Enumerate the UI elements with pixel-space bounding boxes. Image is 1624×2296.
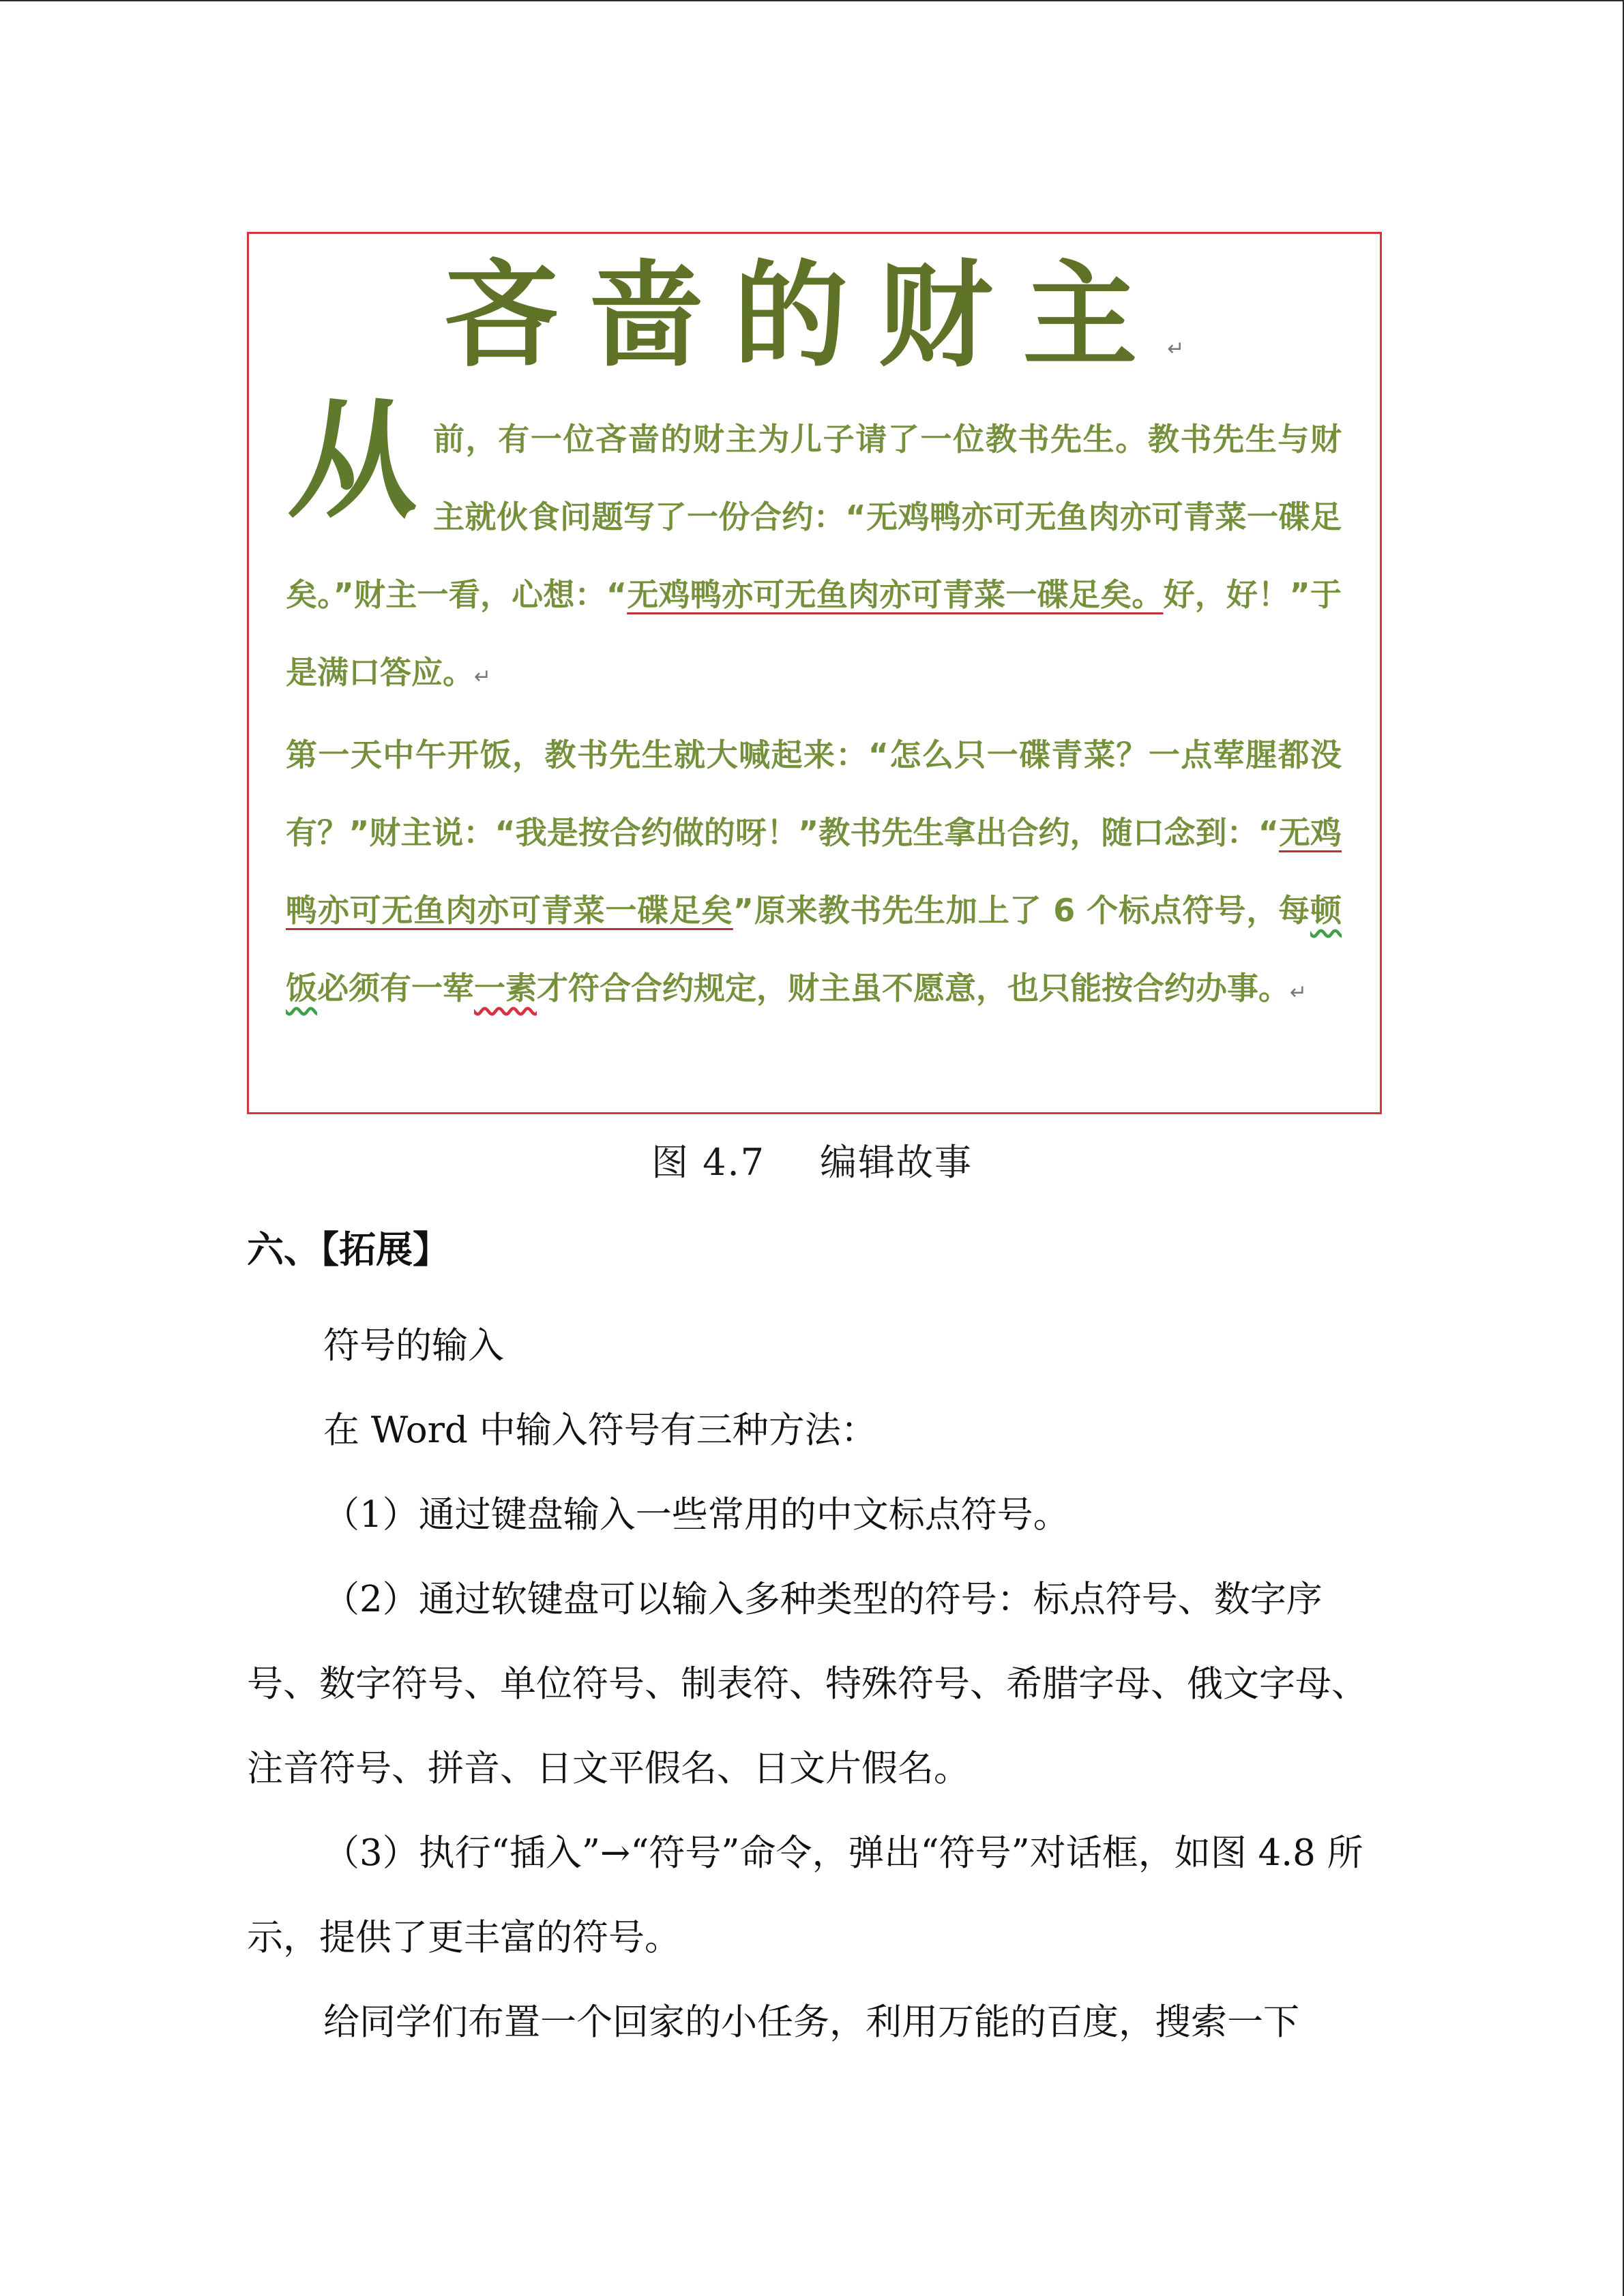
story-p1-text-a: 前，有一位吝啬的财主为儿子请了一位教书先生。教书先生与财主就伙食问题写了一份合约：“无鸡鸭亦可无鱼肉亦可青菜一碟足矣。”财主一看，心想：“ (286, 421, 1342, 613)
story-p1-underlined: 无鸡鸭亦可无鱼肉亦可青菜一碟足矣。 (627, 576, 1164, 613)
story-paragraph-1 (284, 385, 1342, 716)
story-title (249, 249, 1380, 383)
story-p2-underlined: 无鸡鸭亦可无鱼肉亦可青菜一碟足矣 (286, 814, 1342, 929)
grammar-mark-word: 顿饭 (286, 892, 1342, 1007)
paragraph-mark-icon: ↵ (1290, 981, 1308, 1004)
body-text (247, 1304, 1379, 2065)
story-p2-text-a: 第一天中午开饭，教书先生就大喊起来：“怎么只一碟青菜？一点荤腥都没有？”财主说：“我是按合约做的呀！”教书先生拿出合约，随口念到：“ (286, 736, 1342, 851)
drop-cap: 从 (284, 385, 430, 536)
body-paragraph: （3）执行“插入”→“符号”命令，弹出“符号”对话框，如图 4.8 所示，提供了更丰富的符号。 (247, 1832, 1363, 1958)
body-paragraph: 符号的输入 (323, 1325, 504, 1367)
paragraph-mark-icon: ↵ (1167, 337, 1185, 361)
story-title-text: 吝啬的财主 (444, 249, 1168, 383)
story-p1-text-b: 好，好！”于是满口答应。 (286, 576, 1342, 691)
caption-label: 图 4.7 (651, 1141, 766, 1184)
body-paragraph: 在 Word 中输入符号有三种方法： (323, 1410, 877, 1451)
body-paragraph: （2）通过软键盘可以输入多种类型的符号：标点符号、数字序号、数字符号、单位符号、制表符、特殊符号、希腊字母、俄文字母、注音符号、拼音、日文平假名、日文片假名。 (247, 1579, 1368, 1789)
story-p2-text-d: 才符合合约规定，财主虽不愿意，也只能按合约办事。 (537, 970, 1290, 1007)
body-paragraph: 给同学们布置一个回家的小任务，利用万能的百度，搜索一下 (323, 2001, 1299, 2043)
body-paragraph: （1）通过键盘输入一些常用的中文标点符号。 (323, 1494, 1069, 1536)
story-figure (247, 232, 1382, 1114)
story-p2-text-b: ”原来教书先生加上了 6 个标点符号，每 (733, 892, 1310, 929)
story-paragraph-2 (286, 716, 1342, 1032)
section-heading: 六、【拓展】 (247, 1228, 449, 1271)
figure-caption (0, 1133, 1624, 1186)
story-p2-text-c: 必须有一荤 (317, 970, 474, 1007)
paragraph-mark-icon: ↵ (474, 665, 492, 689)
story-body (284, 385, 1342, 1032)
page-top-border (0, 0, 1624, 1)
caption-text: 编辑故事 (820, 1141, 973, 1184)
spelling-mark-word: 一素 (474, 970, 537, 1007)
